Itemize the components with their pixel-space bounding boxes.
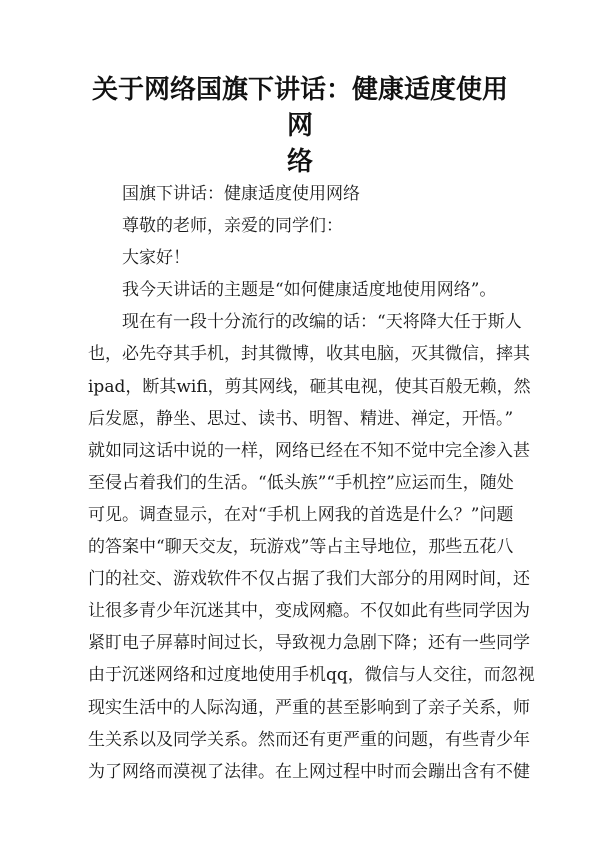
text-line: 现实生活中的人际沟通，严重的甚至影响到了亲子关系，师 [88,697,530,718]
document-title [80,72,520,180]
text-line: 为了网络而漠视了法律。在上网过程中时而会蹦出含有不健 [88,761,530,782]
paragraph-subtitle [88,178,512,210]
text-line: 可见。调查显示，在对“手机上网我的首选是什么？”问题 [88,504,514,525]
text-line: 尊敬的老师，亲爱的同学们： [122,216,343,237]
text-line: 现在有一段十分流行的改编的话：“天将降大任于斯人 [122,312,522,333]
title-line-1: 关于网络国旗下讲话：健康适度使用网 [91,75,508,141]
text-line: 门的社交、游戏软件不仅占据了我们大部分的用网时间，还 [88,569,530,590]
paragraph-greeting [88,210,512,242]
text-line: 至侵占着我们的生活。“低头族”“手机控”应运而生，随处 [88,472,514,493]
text-line: 大家好！ [122,248,190,269]
text-line: 让很多青少年沉迷其中，变成网瘾。不仅如此有些同学因为 [88,601,530,622]
text-line: 也，必先夺其手机，封其微博，收其电脑，灭其微信，摔其 [88,344,530,365]
text-line: 由于沉迷网络和过度地使用手机qq，微信与人交往，而忽视 [88,665,535,686]
text-line: 我今天讲话的主题是“如何健康适度地使用网络”。 [122,280,497,301]
paragraph-main [88,306,535,787]
text-line: ipad，断其wifi，剪其网线，砸其电视，使其百般无赖，然 [88,376,531,397]
text-line: 就如同这话中说的一样，网络已经在不知不觉中完全渗入甚 [88,440,530,461]
title-line-2: 络 [286,147,313,177]
document-body [88,178,535,788]
paragraph-topic [88,274,512,306]
text-line: 生关系以及同学关系。然而还有更严重的问题，有些青少年 [88,729,530,750]
text-line: 的答案中“聊天交友，玩游戏”等占主导地位，那些五花八 [88,537,514,558]
text-line: 后发愿，静坐、思过、读书、明智、精进、禅定，开悟。” [88,408,514,429]
text-line: 国旗下讲话：健康适度使用网络 [122,184,360,204]
paragraph-hello [88,242,512,274]
text-line: 紧盯电子屏幕时间过长，导致视力急剧下降；还有一些同学 [88,633,530,654]
